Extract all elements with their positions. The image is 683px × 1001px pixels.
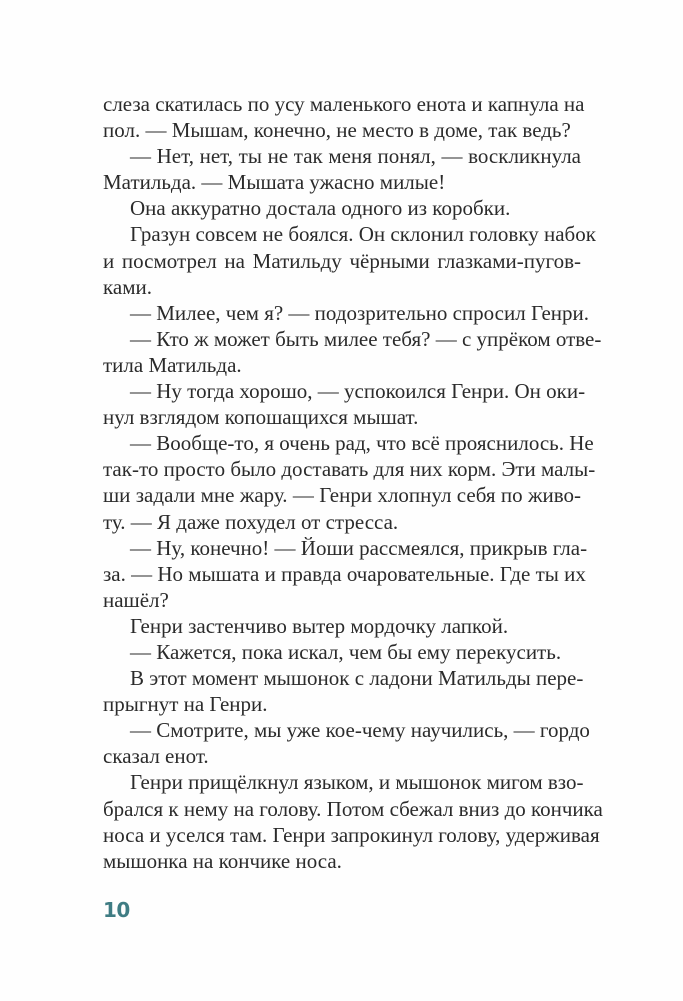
text-line: В этот момент мышонок с ладони Матильды пере- <box>130 666 584 691</box>
text-line: мышонка на кончике носа. <box>103 848 342 873</box>
text-line: — Смотрите, мы уже кое-чему научились, — гордо <box>130 718 590 743</box>
page-number: 10 <box>103 898 130 922</box>
text-line: нашёл? <box>103 587 169 612</box>
text-line: ши задали мне жару. — Генри хлопнул себя по живо- <box>103 483 581 508</box>
text-line: Она аккуратно достала одного из коробки. <box>130 196 511 221</box>
text-line: носа и уселся там. Генри запрокинул голову, удерживая <box>103 822 600 847</box>
text-line: и посмотрел на Матильду чёрными глазками-пугов- <box>103 248 581 273</box>
text-line: за. — Но мышата и правда очаровательные. Где ты их <box>103 561 586 586</box>
text-line: — Кажется, пока искал, чем бы ему перекусить. <box>130 639 562 664</box>
text-line: сказал енот. <box>103 744 209 769</box>
text-line: слеза скатилась по усу маленького енота и капнула на <box>103 92 585 116</box>
text-line: брался к нему на голову. Потом сбежал вниз до кончика <box>103 796 603 821</box>
text-line: — Милее, чем я? — подозрительно спросил Генри. <box>130 300 590 325</box>
text-line: Генри прищёлкнул языком, и мышонок мигом взо- <box>130 770 584 795</box>
text-line: — Ну тогда хорошо, — успокоился Генри. Он оки- <box>130 379 586 404</box>
text-line: ками. <box>103 274 152 299</box>
text-line: нул взглядом копошащихся мышат. <box>103 405 419 430</box>
text-line: Гразун совсем не боялся. Он склонил головку набок <box>130 222 596 247</box>
text-line: тила Матильда. <box>103 352 242 377</box>
text-line: ту. — Я даже похудел от стресса. <box>103 509 399 534</box>
text-line: — Нет, нет, ты не так меня понял, — воскликнула <box>130 144 581 169</box>
text-line: — Вообще-то, я очень рад, что всё прояснилось. Не <box>130 431 594 456</box>
text-line: Матильда. — Мышата ужасно милые! <box>103 170 446 195</box>
text-line: Генри застенчиво вытер мордочку лапкой. <box>130 613 509 638</box>
text-line: так-то просто было доставать для них корм. Эти малы- <box>103 457 596 482</box>
body-text <box>103 91 603 874</box>
text-line: — Ну, конечно! — Йоши рассмеялся, прикрыв гла- <box>130 535 588 560</box>
text-line: пол. — Мышам, конечно, не место в доме, так ведь? <box>103 118 571 143</box>
text-line: — Кто ж может быть милее тебя? — с упрёком отве- <box>130 326 602 351</box>
text-line: прыгнут на Генри. <box>103 692 268 717</box>
